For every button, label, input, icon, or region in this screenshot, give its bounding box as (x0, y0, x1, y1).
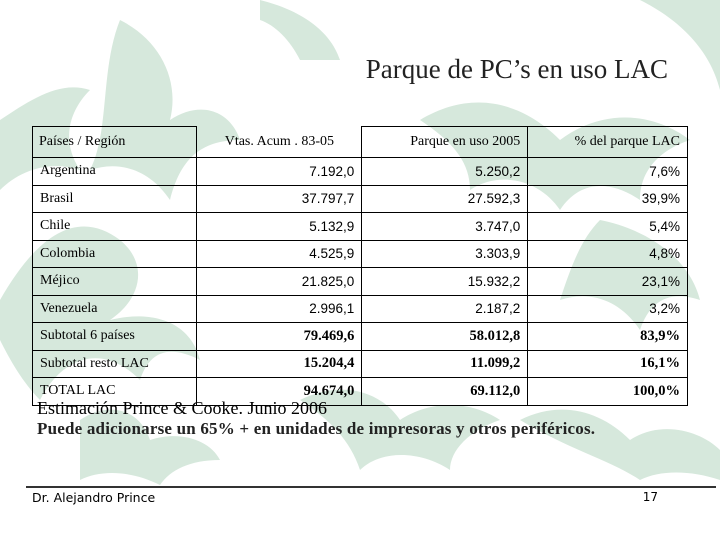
cell-cumulative-sales: 5.132,9 (197, 213, 362, 241)
cell-share-lac: 3,2% (528, 295, 688, 323)
table-row (33, 268, 688, 296)
cell-country: Subtotal resto LAC (33, 350, 197, 378)
table-row (33, 240, 688, 268)
cell-park-2005: 11.099,2 (362, 350, 528, 378)
cell-country: Argentina (33, 158, 197, 186)
cell-cumulative-sales: 7.192,0 (197, 158, 362, 186)
table-row-subtotal (33, 350, 688, 378)
source-note: Estimación Prince & Cooke. Junio 2006 (37, 398, 327, 418)
table-row (33, 295, 688, 323)
cell-park-2005: 3.747,0 (362, 213, 528, 241)
header-cumulative-sales: Vtas. Acum . 83-05 (224, 133, 334, 149)
cell-share-lac: 5,4% (528, 213, 688, 241)
cell-park-2005: 5.250,2 (362, 158, 528, 186)
table-row (33, 213, 688, 241)
cell-cumulative-sales: 4.525,9 (197, 240, 362, 268)
cell-country: Méjico (33, 268, 197, 296)
table-row (33, 158, 688, 186)
peripherals-note: Puede adicionarse un 65% + en unidades de impresoras y otros periféricos. (37, 419, 596, 438)
cell-park-2005: 15.932,2 (362, 268, 528, 296)
cell-cumulative-sales: 15.204,4 (197, 350, 362, 378)
cell-cumulative-sales: 21.825,0 (197, 268, 362, 296)
cell-country: Brasil (33, 185, 197, 213)
cell-park-2005: 27.592,3 (362, 185, 528, 213)
pc-park-table (32, 126, 688, 406)
cell-share-lac: 16,1% (528, 350, 688, 378)
header-share-lac: % del parque LAC (528, 127, 688, 158)
cell-cumulative-sales: 79.469,6 (197, 323, 362, 351)
cell-share-lac: 4,8% (528, 240, 688, 268)
cell-park-2005: 2.187,2 (362, 295, 528, 323)
cell-share-lac: 23,1% (528, 268, 688, 296)
cell-share-lac: 83,9% (528, 323, 688, 351)
footer-divider (26, 486, 716, 488)
cell-park-2005: 69.112,0 (362, 378, 528, 406)
cell-cumulative-sales: 2.996,1 (197, 295, 362, 323)
cell-share-lac: 39,9% (528, 185, 688, 213)
cell-country: Subtotal 6 países (33, 323, 197, 351)
header-park-2005: Parque en uso 2005 (362, 127, 528, 158)
slide-title: Parque de PC’s en uso LAC (365, 54, 668, 84)
cell-park-2005: 3.303,9 (362, 240, 528, 268)
cell-cumulative-sales: 94.674,0 (197, 378, 362, 406)
cell-share-lac: 100,0% (528, 378, 688, 406)
cell-park-2005: 58.012,8 (362, 323, 528, 351)
cell-country: Chile (33, 213, 197, 241)
cell-country: Colombia (33, 240, 197, 268)
cell-country: TOTAL LAC (33, 378, 197, 406)
table-header-row (33, 127, 688, 158)
page-number: 17 (642, 490, 658, 504)
cell-cumulative-sales: 37.797,7 (197, 185, 362, 213)
cell-country: Venezuela (33, 295, 197, 323)
header-country: Países / Región (33, 127, 197, 158)
table-row (33, 185, 688, 213)
table-row-subtotal (33, 323, 688, 351)
author-name: Dr. Alejandro Prince (32, 490, 156, 505)
cell-share-lac: 7,6% (528, 158, 688, 186)
